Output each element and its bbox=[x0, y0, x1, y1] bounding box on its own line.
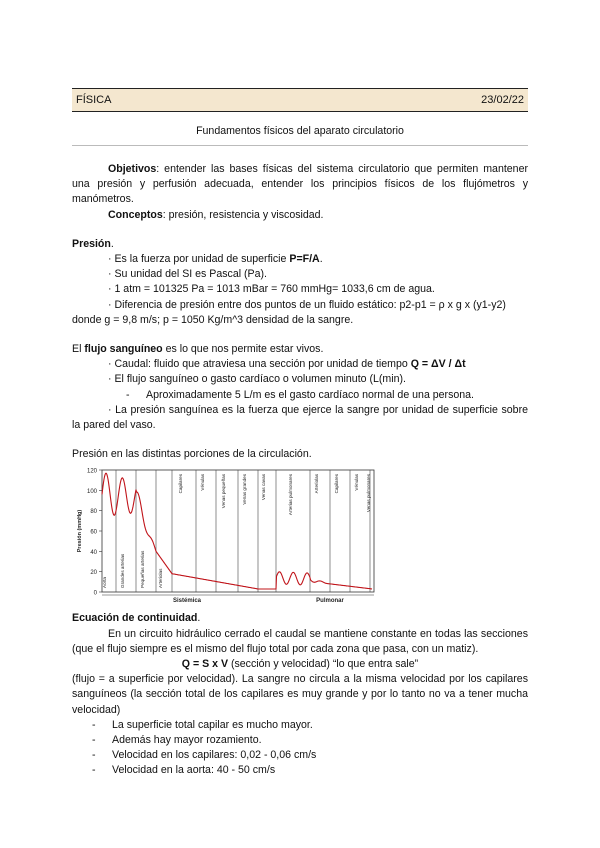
x-label-sistemica: Sistémica bbox=[172, 598, 202, 605]
objetivos-paragraph: Objetivos: entender las bases físicas del sistema circulatorio que permiten mantener una presión y perfusión adecuada, entender los principios físicos de los flujómetros y manómetros. bbox=[72, 163, 528, 206]
list-item: - Velocidad en la aorta: 40 - 50 cm/s bbox=[92, 764, 276, 777]
y-tick-label: 60 bbox=[90, 529, 97, 536]
list-item: - Velocidad en los capilares: 0,02 - 0,06 cm/s bbox=[92, 749, 317, 762]
y-axis-label: Presión (mmHg) bbox=[77, 510, 83, 553]
region-label: Venas pequeñas bbox=[221, 474, 226, 509]
document-page bbox=[72, 88, 528, 779]
y-tick-label: 20 bbox=[90, 570, 97, 577]
region-label: Pequeñas arterias bbox=[140, 551, 145, 589]
region-label: Venas pulmonares bbox=[366, 474, 371, 513]
flujo-subbullet: - Aproximadamente 5 L/m es el gasto cardíaco normal de una persona. bbox=[126, 388, 475, 401]
region-label: Venas cavas bbox=[261, 474, 266, 501]
y-tick-label: 100 bbox=[86, 489, 97, 496]
presion-bullet-3: · 1 atm = 101325 Pa = 1013 mBar = 760 mmHg= 1033,6 cm de agua. bbox=[108, 283, 435, 296]
region-label: Capilares bbox=[334, 474, 339, 494]
objetivos-label: Objetivos bbox=[108, 163, 157, 175]
region-label: Arteriolas bbox=[314, 474, 319, 494]
region-label: Venas grandes bbox=[242, 474, 247, 506]
subject-label: FÍSICA bbox=[76, 94, 112, 106]
presion-bullet-1: · Es la fuerza por unidad de superficie P=F/A. bbox=[108, 253, 323, 266]
presion-bullet-4-cont: donde g = 9,8 m/s; p = 1050 Kg/m^3 densidad de la sangre. bbox=[72, 313, 354, 326]
list-item: - La superficie total capilar es mucho mayor. bbox=[92, 718, 313, 731]
region-label: Capilares bbox=[178, 474, 183, 494]
continuidad-paragraph: En un circuito hidráulico cerrado el caudal se mantiene constante en todas las secciones (que el flujo siempre es el mismo del flujo total por cada zona que pasa, con un matiz). bbox=[72, 627, 528, 655]
document-header bbox=[72, 88, 528, 112]
flujo-bullet-4: · La presión sanguínea es la fuerza que ejerce la sangre por unidad de superficie sobre la pared del vaso. bbox=[72, 403, 528, 432]
flujo-bullet-1: · Caudal: fluido que atraviesa una sección por unidad de tiempo Q = ΔV / Δt bbox=[108, 358, 466, 371]
region-label: Aorta bbox=[102, 577, 107, 589]
region-label: Arterias pulmonares bbox=[288, 474, 293, 516]
flujo-bullet-2: · El flujo sanguíneo o gasto cardíaco o volumen minuto (L(min). bbox=[108, 373, 406, 386]
continuidad-list bbox=[72, 718, 528, 779]
continuidad-heading: Ecuación de continuidad. bbox=[72, 612, 201, 625]
page-subtitle: Fundamentos físicos del aparato circulatorio bbox=[196, 125, 404, 137]
presion-bullet-2: · Su unidad del SI es Pascal (Pa). bbox=[108, 268, 267, 281]
region-label: Vénulas bbox=[354, 474, 359, 492]
list-item: - Además hay mayor rozamiento. bbox=[92, 734, 262, 747]
region-label: Grandes arterias bbox=[120, 554, 125, 589]
x-label-pulmonar: Pulmonar bbox=[316, 598, 344, 605]
flujo-heading: El flujo sanguíneo es lo que nos permite estar vivos. bbox=[72, 343, 324, 356]
presion-bullet-4: · Diferencia de presión entre dos puntos de un fluido estático: p2-p1 = ρ x g x (y1-y2) bbox=[108, 298, 506, 311]
pressure-chart bbox=[72, 466, 377, 608]
region-label: Arteriolas bbox=[158, 569, 163, 589]
y-tick-label: 120 bbox=[86, 468, 97, 475]
y-tick-label: 0 bbox=[93, 590, 97, 597]
conceptos-paragraph: Conceptos: presión, resistencia y viscosidad. bbox=[108, 208, 324, 221]
chart-caption: Presión en las distintas porciones de la circulación. bbox=[72, 448, 312, 461]
continuidad-paragraph-2: (flujo = a superficie por velocidad). La sangre no circula a la misma velocidad por los capilares sanguíneos (la sección total de los capilares es muy grande y por lo tanto no va a tener mucha velocidad) bbox=[72, 673, 528, 716]
presion-heading: Presión. bbox=[72, 237, 114, 250]
y-tick-label: 40 bbox=[90, 550, 97, 557]
y-tick-label: 80 bbox=[90, 509, 97, 516]
date-label: 23/02/22 bbox=[481, 94, 524, 106]
region-label: Vénulas bbox=[200, 474, 205, 492]
conceptos-label: Conceptos bbox=[108, 208, 163, 221]
continuidad-formula: Q = S x V (sección y velocidad) “lo que entra sale” bbox=[181, 658, 419, 671]
